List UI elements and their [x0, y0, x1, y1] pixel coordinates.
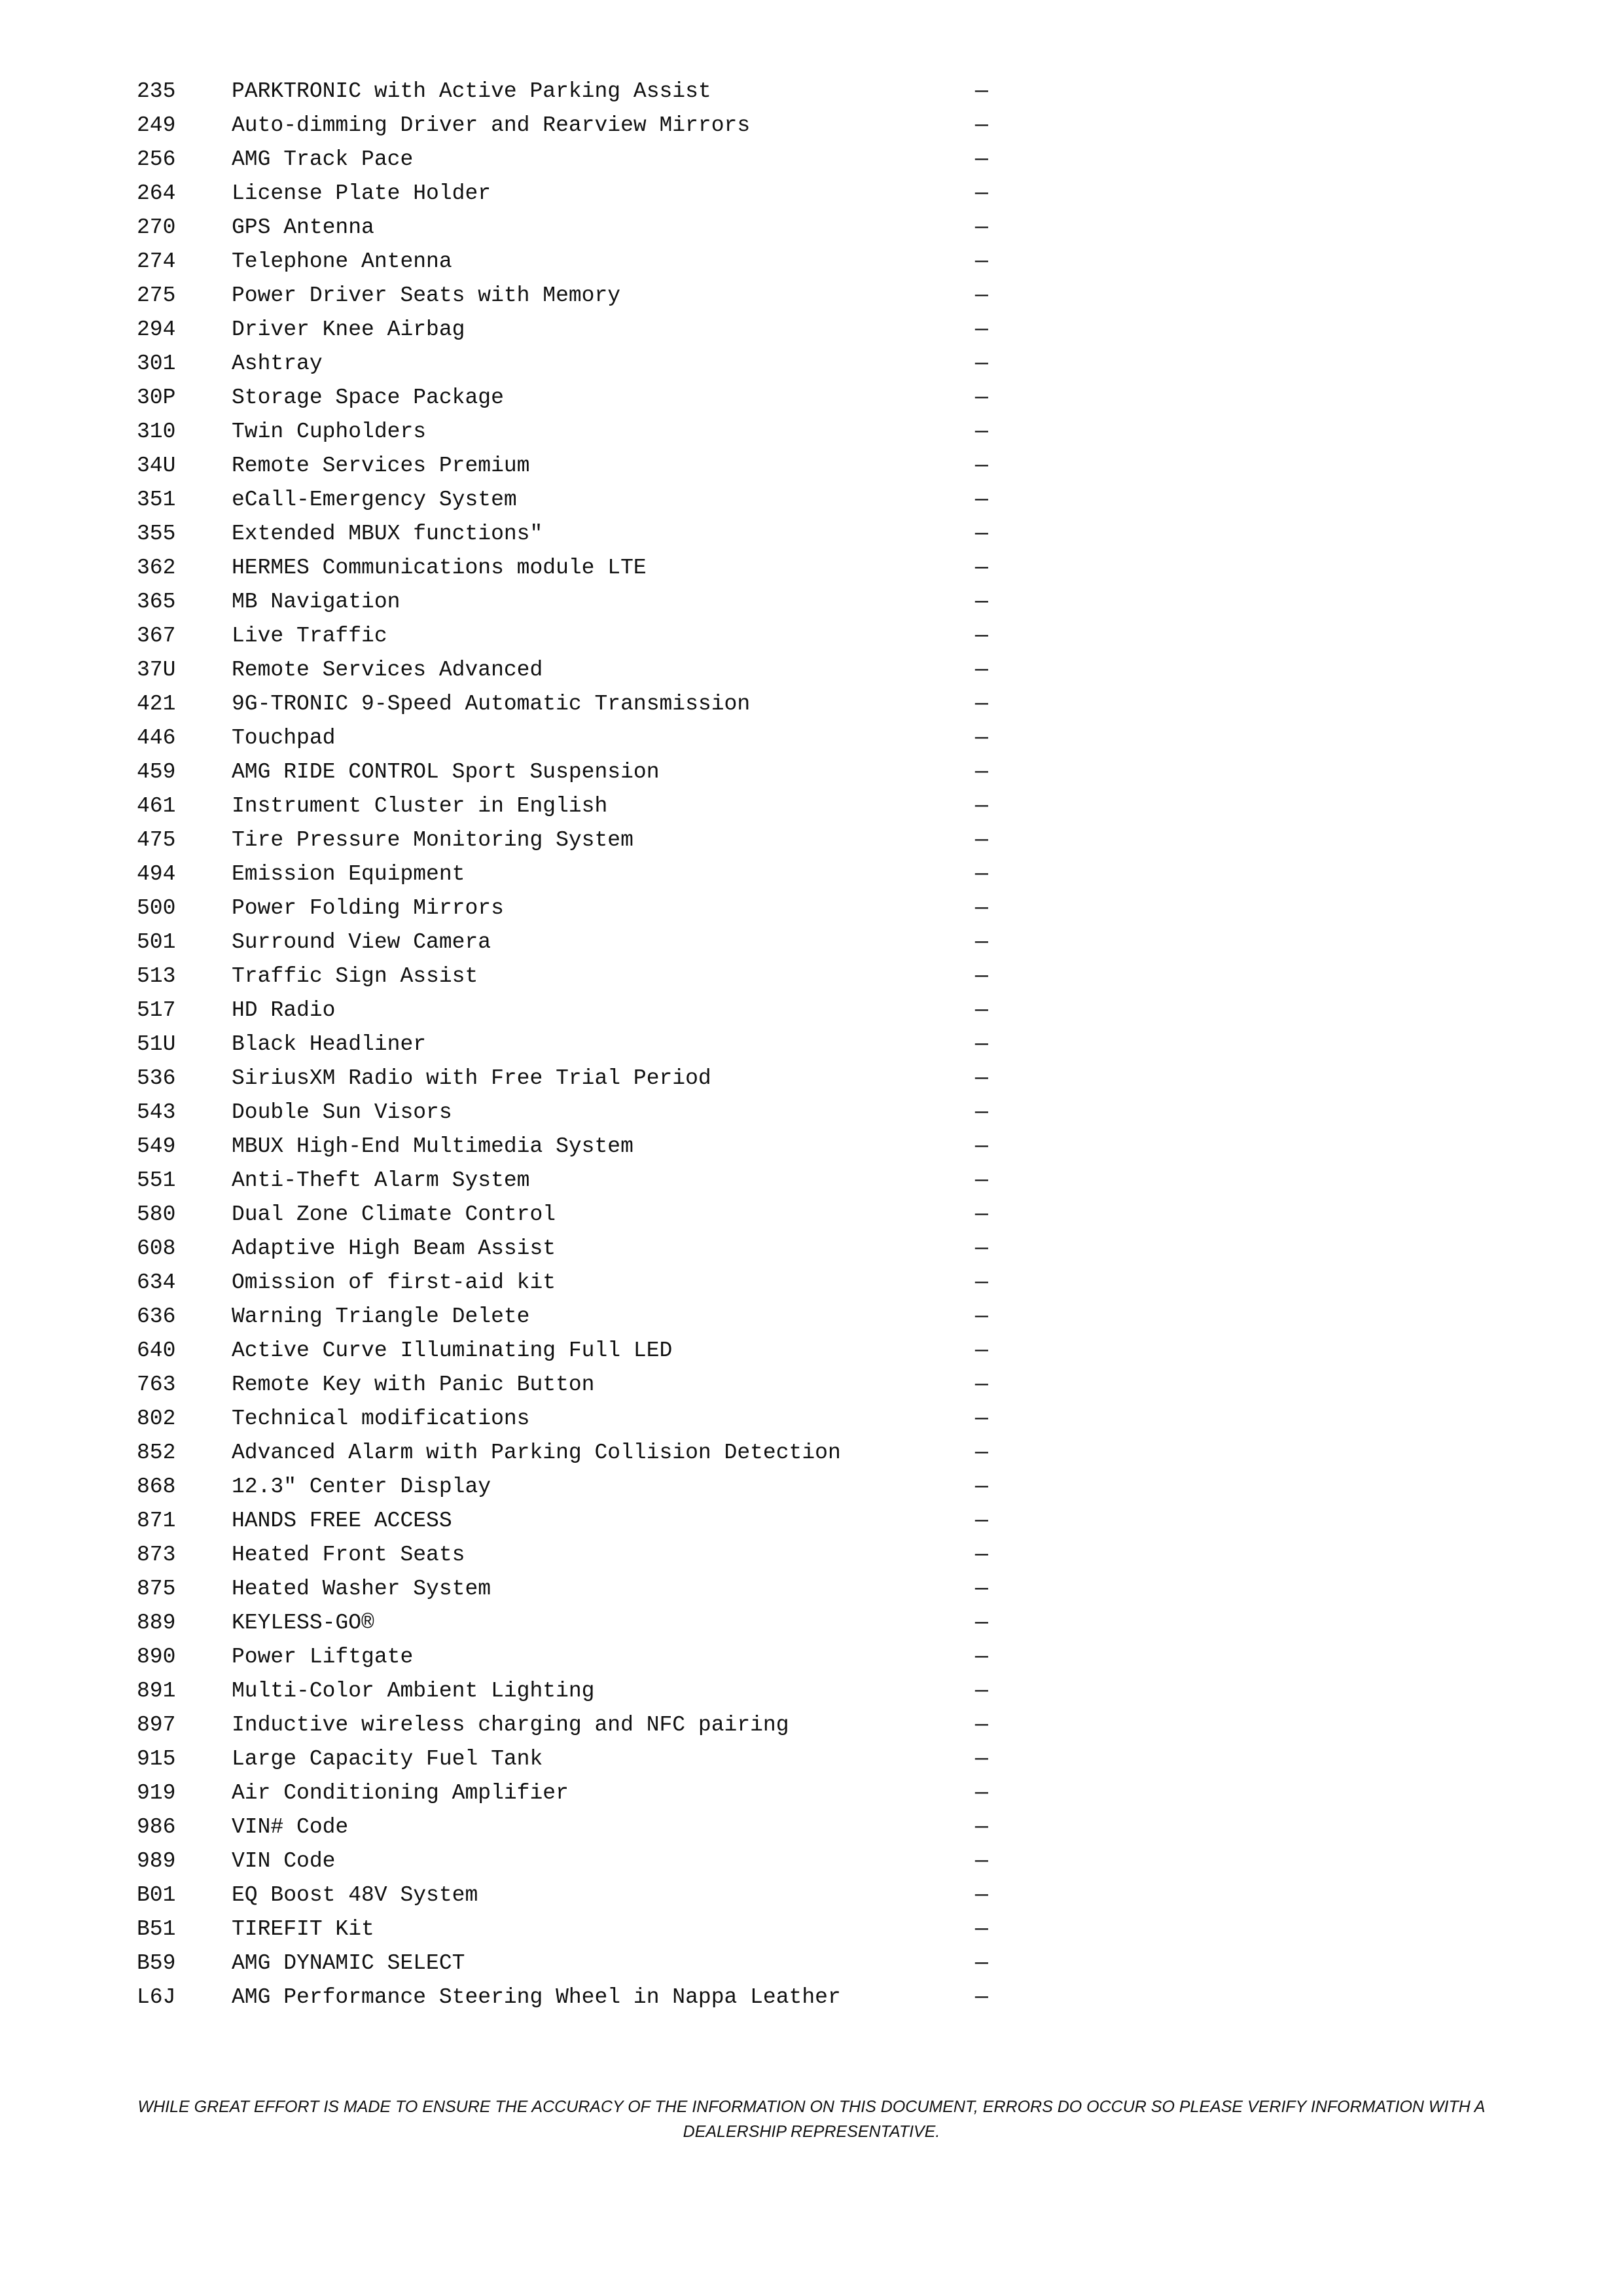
option-code: 51U [137, 1032, 176, 1056]
option-code: 459 [137, 760, 176, 784]
option-code: 500 [137, 896, 176, 920]
option-code: 915 [137, 1747, 176, 1771]
option-description: HANDS FREE ACCESS [232, 1509, 452, 1533]
option-code: 475 [137, 828, 176, 852]
option-row [0, 1368, 1623, 1402]
option-code: 501 [137, 930, 176, 954]
option-price: — [975, 1032, 988, 1056]
option-price: — [975, 760, 988, 784]
option-row [0, 1198, 1623, 1232]
option-code: 301 [137, 351, 176, 376]
option-code: 446 [137, 726, 176, 750]
option-row [0, 279, 1623, 313]
option-row [0, 211, 1623, 245]
option-price: — [975, 1304, 988, 1329]
option-description: Live Traffic [232, 624, 387, 648]
option-code: B51 [137, 1917, 176, 1941]
option-code: 889 [137, 1611, 176, 1635]
option-description: Adaptive High Beam Assist [232, 1236, 556, 1261]
option-code: B01 [137, 1883, 176, 1907]
option-description: SiriusXM Radio with Free Trial Period [232, 1066, 711, 1090]
option-description: AMG DYNAMIC SELECT [232, 1951, 465, 1975]
option-row [0, 1300, 1623, 1334]
option-code: 264 [137, 181, 176, 206]
option-row [0, 1810, 1623, 1844]
option-code: 868 [137, 1475, 176, 1499]
option-code: 30P [137, 386, 176, 410]
option-code: 37U [137, 658, 176, 682]
option-row [0, 1742, 1623, 1776]
option-code: 763 [137, 1372, 176, 1397]
option-row [0, 75, 1623, 109]
option-row [0, 1266, 1623, 1300]
option-price: — [975, 794, 988, 818]
option-price: — [975, 1815, 988, 1839]
option-price: — [975, 1747, 988, 1771]
option-description: KEYLESS-GO® [232, 1611, 374, 1635]
option-price: — [975, 1168, 988, 1193]
option-description: HD Radio [232, 998, 336, 1022]
option-description: Advanced Alarm with Parking Collision Detection [232, 1441, 841, 1465]
option-price: — [975, 181, 988, 206]
option-price: — [975, 1849, 988, 1873]
option-description: Surround View Camera [232, 930, 491, 954]
option-code: 875 [137, 1577, 176, 1601]
option-price: — [975, 896, 988, 920]
option-code: 421 [137, 692, 176, 716]
option-price: — [975, 1781, 988, 1805]
option-price: — [975, 1338, 988, 1363]
option-row [0, 1470, 1623, 1504]
option-row [0, 653, 1623, 687]
option-row [0, 449, 1623, 483]
option-code: 517 [137, 998, 176, 1022]
option-price: — [975, 590, 988, 614]
option-price: — [975, 454, 988, 478]
option-price: — [975, 1985, 988, 2009]
option-description: Active Curve Illuminating Full LED [232, 1338, 673, 1363]
option-row [0, 551, 1623, 585]
option-description: MB Navigation [232, 590, 401, 614]
option-code: 367 [137, 624, 176, 648]
option-code: 551 [137, 1168, 176, 1193]
option-price: — [975, 1372, 988, 1397]
option-price: — [975, 249, 988, 274]
option-code: 270 [137, 215, 176, 240]
option-price: — [975, 658, 988, 682]
option-row [0, 1504, 1623, 1538]
option-code: 235 [137, 79, 176, 103]
option-description: TIREFIT Kit [232, 1917, 374, 1941]
option-price: — [975, 998, 988, 1022]
option-row [0, 177, 1623, 211]
option-description: Touchpad [232, 726, 336, 750]
option-description: PARKTRONIC with Active Parking Assist [232, 79, 711, 103]
option-price: — [975, 1883, 988, 1907]
option-code: 461 [137, 794, 176, 818]
option-row [0, 109, 1623, 143]
option-row [0, 755, 1623, 789]
option-price: — [975, 1236, 988, 1261]
option-description: Power Driver Seats with Memory [232, 283, 621, 308]
option-description: 12.3" Center Display [232, 1475, 491, 1499]
option-code: 543 [137, 1100, 176, 1124]
option-code: 355 [137, 522, 176, 546]
option-code: 549 [137, 1134, 176, 1158]
option-price: — [975, 1543, 988, 1567]
option-row [0, 143, 1623, 177]
option-code: 34U [137, 454, 176, 478]
option-code: 294 [137, 317, 176, 342]
option-row [0, 1878, 1623, 1912]
option-price: — [975, 624, 988, 648]
option-code: 513 [137, 964, 176, 988]
option-row [0, 1946, 1623, 1981]
option-row [0, 1981, 1623, 2015]
option-row [0, 925, 1623, 960]
option-description: Remote Key with Panic Button [232, 1372, 595, 1397]
option-description: Storage Space Package [232, 386, 504, 410]
option-price: — [975, 283, 988, 308]
option-price: — [975, 1917, 988, 1941]
option-description: Emission Equipment [232, 862, 465, 886]
option-description: Double Sun Visors [232, 1100, 452, 1124]
disclaimer-text: WHILE GREAT EFFORT IS MADE TO ENSURE THE ACCURACY OF THE INFORMATION ON THIS DOCUMENT, ERRORS DO OCCUR SO PLEASE VERIFY INFORMATION WITH A DEALERSHIP REPRESENTATIVE. [137, 2098, 1486, 2141]
option-row [0, 1096, 1623, 1130]
option-price: — [975, 420, 988, 444]
option-row [0, 1130, 1623, 1164]
option-row [0, 789, 1623, 823]
option-code: 852 [137, 1441, 176, 1465]
option-code: 891 [137, 1679, 176, 1703]
option-row [0, 381, 1623, 415]
option-row [0, 891, 1623, 925]
option-price: — [975, 351, 988, 376]
option-description: Instrument Cluster in English [232, 794, 608, 818]
option-description: Heated Front Seats [232, 1543, 465, 1567]
option-row [0, 1572, 1623, 1606]
option-description: VIN Code [232, 1849, 336, 1873]
option-price: — [975, 147, 988, 171]
option-price: — [975, 556, 988, 580]
option-price: — [975, 317, 988, 342]
option-row [0, 1776, 1623, 1810]
option-price: — [975, 1270, 988, 1295]
option-description: License Plate Holder [232, 181, 491, 206]
option-description: Remote Services Premium [232, 454, 530, 478]
option-code: 802 [137, 1407, 176, 1431]
option-code: 362 [137, 556, 176, 580]
option-row [0, 1674, 1623, 1708]
option-row [0, 1402, 1623, 1436]
option-code: 274 [137, 249, 176, 274]
option-code: 256 [137, 147, 176, 171]
option-row [0, 585, 1623, 619]
option-code: 249 [137, 113, 176, 137]
option-code: 365 [137, 590, 176, 614]
option-code: 986 [137, 1815, 176, 1839]
option-price: — [975, 1951, 988, 1975]
option-price: — [975, 215, 988, 240]
option-row [0, 857, 1623, 891]
option-row [0, 1062, 1623, 1096]
option-code: 275 [137, 283, 176, 308]
option-code: 634 [137, 1270, 176, 1295]
option-description: Auto-dimming Driver and Rearview Mirrors [232, 113, 751, 137]
option-code: 890 [137, 1645, 176, 1669]
option-code-list [0, 75, 1623, 2015]
option-price: — [975, 1100, 988, 1124]
option-price: — [975, 1679, 988, 1703]
option-price: — [975, 1713, 988, 1737]
option-row [0, 721, 1623, 755]
option-description: Traffic Sign Assist [232, 964, 478, 988]
option-price: — [975, 1202, 988, 1227]
option-code: 608 [137, 1236, 176, 1261]
option-price: — [975, 1577, 988, 1601]
option-row [0, 1640, 1623, 1674]
option-description: AMG Track Pace [232, 147, 414, 171]
option-code: B59 [137, 1951, 176, 1975]
option-price: — [975, 1134, 988, 1158]
option-price: — [975, 79, 988, 103]
option-description: 9G-TRONIC 9-Speed Automatic Transmission [232, 692, 751, 716]
option-price: — [975, 1509, 988, 1533]
option-description: HERMES Communications module LTE [232, 556, 647, 580]
option-price: — [975, 726, 988, 750]
option-description: VIN# Code [232, 1815, 349, 1839]
option-price: — [975, 1475, 988, 1499]
option-price: — [975, 1441, 988, 1465]
option-description: AMG RIDE CONTROL Sport Suspension [232, 760, 660, 784]
option-row [0, 1606, 1623, 1640]
option-price: — [975, 113, 988, 137]
option-description: Extended MBUX functions" [232, 522, 543, 546]
option-row [0, 1334, 1623, 1368]
option-price: — [975, 1066, 988, 1090]
option-price: — [975, 1407, 988, 1431]
option-row [0, 823, 1623, 857]
option-price: — [975, 1611, 988, 1635]
option-code: 989 [137, 1849, 176, 1873]
option-code: 897 [137, 1713, 176, 1737]
option-price: — [975, 522, 988, 546]
option-description: Power Liftgate [232, 1645, 414, 1669]
option-code: 640 [137, 1338, 176, 1363]
option-row [0, 1164, 1623, 1198]
option-price: — [975, 1645, 988, 1669]
option-description: Warning Triangle Delete [232, 1304, 530, 1329]
option-row [0, 994, 1623, 1028]
option-price: — [975, 828, 988, 852]
option-price: — [975, 862, 988, 886]
option-row [0, 517, 1623, 551]
option-row [0, 347, 1623, 381]
option-description: Inductive wireless charging and NFC pairing [232, 1713, 789, 1737]
option-description: Anti-Theft Alarm System [232, 1168, 530, 1193]
option-description: Dual Zone Climate Control [232, 1202, 556, 1227]
option-code: 536 [137, 1066, 176, 1090]
option-row [0, 687, 1623, 721]
option-description: EQ Boost 48V System [232, 1883, 478, 1907]
option-row [0, 960, 1623, 994]
option-description: Technical modifications [232, 1407, 530, 1431]
option-description: Twin Cupholders [232, 420, 427, 444]
option-price: — [975, 930, 988, 954]
option-row [0, 1232, 1623, 1266]
option-row [0, 483, 1623, 517]
option-price: — [975, 692, 988, 716]
option-description: Black Headliner [232, 1032, 427, 1056]
option-row [0, 313, 1623, 347]
option-code: 873 [137, 1543, 176, 1567]
option-row [0, 1912, 1623, 1946]
option-code: 351 [137, 488, 176, 512]
option-code: 494 [137, 862, 176, 886]
option-row [0, 1708, 1623, 1742]
option-row [0, 1028, 1623, 1062]
option-code: L6J [137, 1985, 176, 2009]
option-description: AMG Performance Steering Wheel in Nappa Leather [232, 1985, 841, 2009]
option-code: 871 [137, 1509, 176, 1533]
option-price: — [975, 488, 988, 512]
option-price: — [975, 964, 988, 988]
option-description: Tire Pressure Monitoring System [232, 828, 633, 852]
option-description: Remote Services Advanced [232, 658, 543, 682]
option-row [0, 1436, 1623, 1470]
option-price: — [975, 386, 988, 410]
option-description: Heated Washer System [232, 1577, 491, 1601]
option-code: 310 [137, 420, 176, 444]
option-description: eCall-Emergency System [232, 488, 517, 512]
option-description: Air Conditioning Amplifier [232, 1781, 569, 1805]
option-code: 636 [137, 1304, 176, 1329]
option-description: Large Capacity Fuel Tank [232, 1747, 543, 1771]
option-description: Omission of first-aid kit [232, 1270, 556, 1295]
option-description: Multi-Color Ambient Lighting [232, 1679, 595, 1703]
option-description: Telephone Antenna [232, 249, 452, 274]
option-description: GPS Antenna [232, 215, 374, 240]
option-row [0, 619, 1623, 653]
option-code: 580 [137, 1202, 176, 1227]
option-row [0, 415, 1623, 449]
option-description: Power Folding Mirrors [232, 896, 504, 920]
option-description: Ashtray [232, 351, 323, 376]
option-row [0, 245, 1623, 279]
option-code: 919 [137, 1781, 176, 1805]
option-row [0, 1538, 1623, 1572]
option-description: Driver Knee Airbag [232, 317, 465, 342]
option-description: MBUX High-End Multimedia System [232, 1134, 633, 1158]
option-row [0, 1844, 1623, 1878]
